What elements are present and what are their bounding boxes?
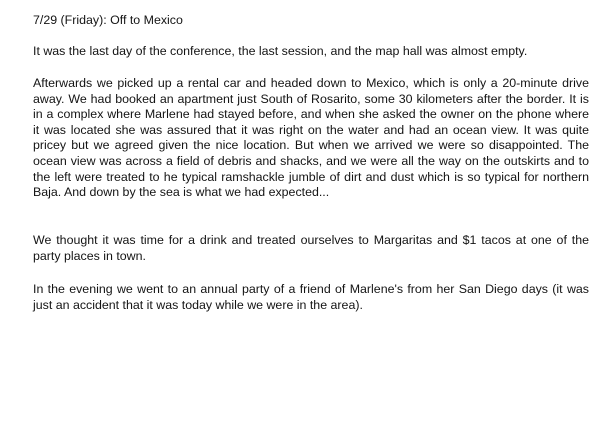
paragraph-conference: It was the last day of the conference, the last session, and the map hall was almost empty. bbox=[33, 44, 528, 58]
paragraph-evening-party: In the evening we went to an annual party of a friend of Marlene's from her San Diego days (it was just an accident that it was today while we were in the area). bbox=[33, 282, 589, 312]
paragraph-margaritas: We thought it was time for a drink and treated ourselves to Margaritas and $1 tacos at one of the party places in town. bbox=[33, 233, 589, 263]
entry-heading: 7/29 (Friday): Off to Mexico bbox=[33, 13, 183, 27]
paragraph-trip-to-mexico: Afterwards we picked up a rental car and headed down to Mexico, which is only a 20-minute drive away. We had booked an apartment just South of Rosarito, some 30 kilometers after the border. It is in a complex where Marlene had stayed before, and when she asked the owner on the phone where it was located she was assured that it was right on the water and had an ocean view. It was quite pricey but we agreed given the nice location. But when we arrived we were so disappointed. The ocean view was across a field of debris and shacks, and we were all the way on the outskirts and to the left were treated to he typical ramshackle jumble of dirt and dust which is so typical for northern Baja. And down by the sea is what we had expected... bbox=[33, 76, 589, 200]
